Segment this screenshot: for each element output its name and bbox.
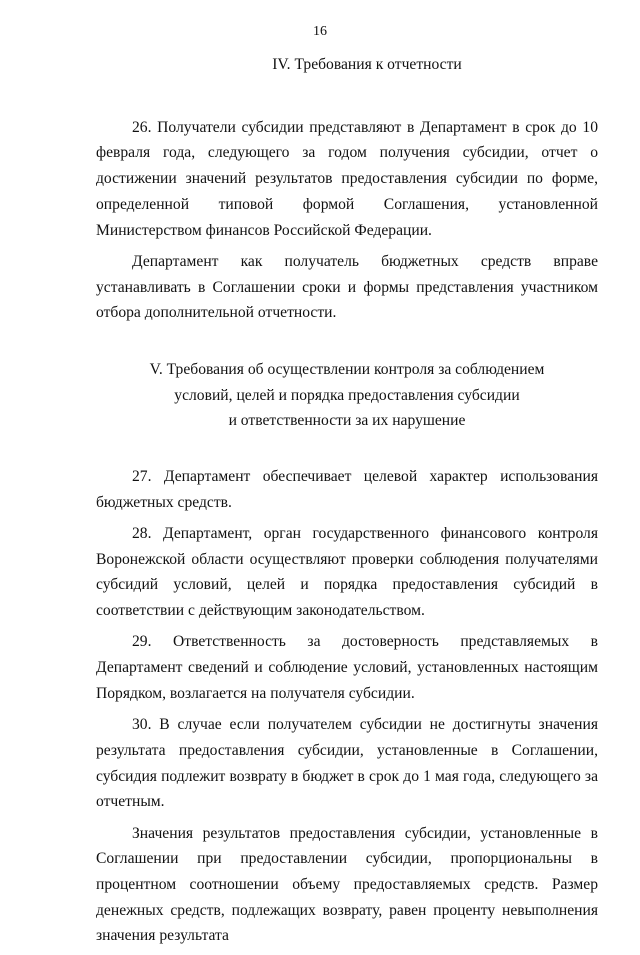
paragraph-27: 27. Департамент обеспечивает целевой характер использования бюджетных средств.	[96, 468, 598, 511]
document-body	[96, 52, 598, 955]
section-5-title-line-1: V. Требования об осуществлении контроля за соблюдением	[149, 360, 545, 378]
paragraph-28: 28. Департамент, орган государственного финансового контроля Воронежской области осуществляют проверки соблюдения получателями субсидий условий, целей и порядка предоставления субсидий в соответствии с действующим законодательством.	[96, 525, 598, 620]
section-5-title	[96, 357, 598, 434]
section-5-title-line-2: условий, целей и порядка предоставления субсидии	[174, 386, 520, 404]
paragraph-29: 29. Ответственность за достоверность представляемых в Департамент сведений и соблюдение условий, установленных настоящим Порядком, возлагается на получателя субсидии.	[96, 633, 598, 702]
paragraph-result-values: Значения результатов предоставления субсидии, установленные в Соглашении при предоставлении субсидии, пропорциональны в процентном соотношении объему предоставляемых средств. Размер денежных средств, подлежащих возврату, равен проценту невыполнения значения результата	[96, 824, 598, 945]
paragraph-30: 30. В случае если получателем субсидии не достигнуты значения результата предоставления субсидии, установленные в Соглашении, субсидия подлежит возврату в бюджет в срок до 1 мая года, следующего за отчетным.	[96, 716, 598, 811]
paragraph-reporting-additional: Департамент как получатель бюджетных средств вправе устанавливать в Соглашении сроки и формы представления участником отбора дополнительной отчетности.	[96, 252, 598, 322]
section-5-title-line-3: и ответственности за их нарушение	[228, 412, 466, 430]
page-number: 16	[313, 24, 327, 39]
section-4-title: IV. Требования к отчетности	[272, 56, 462, 73]
paragraph-26: 26. Получатели субсидии представляют в Департамент в срок до 10 февраля года, следующего за годом получения субсидии, отчет о достижении значений результатов предоставления субсидии по форме, определенной типовой формой Соглашения, установленной Министерством финансов Российской Федерации.	[96, 118, 598, 239]
